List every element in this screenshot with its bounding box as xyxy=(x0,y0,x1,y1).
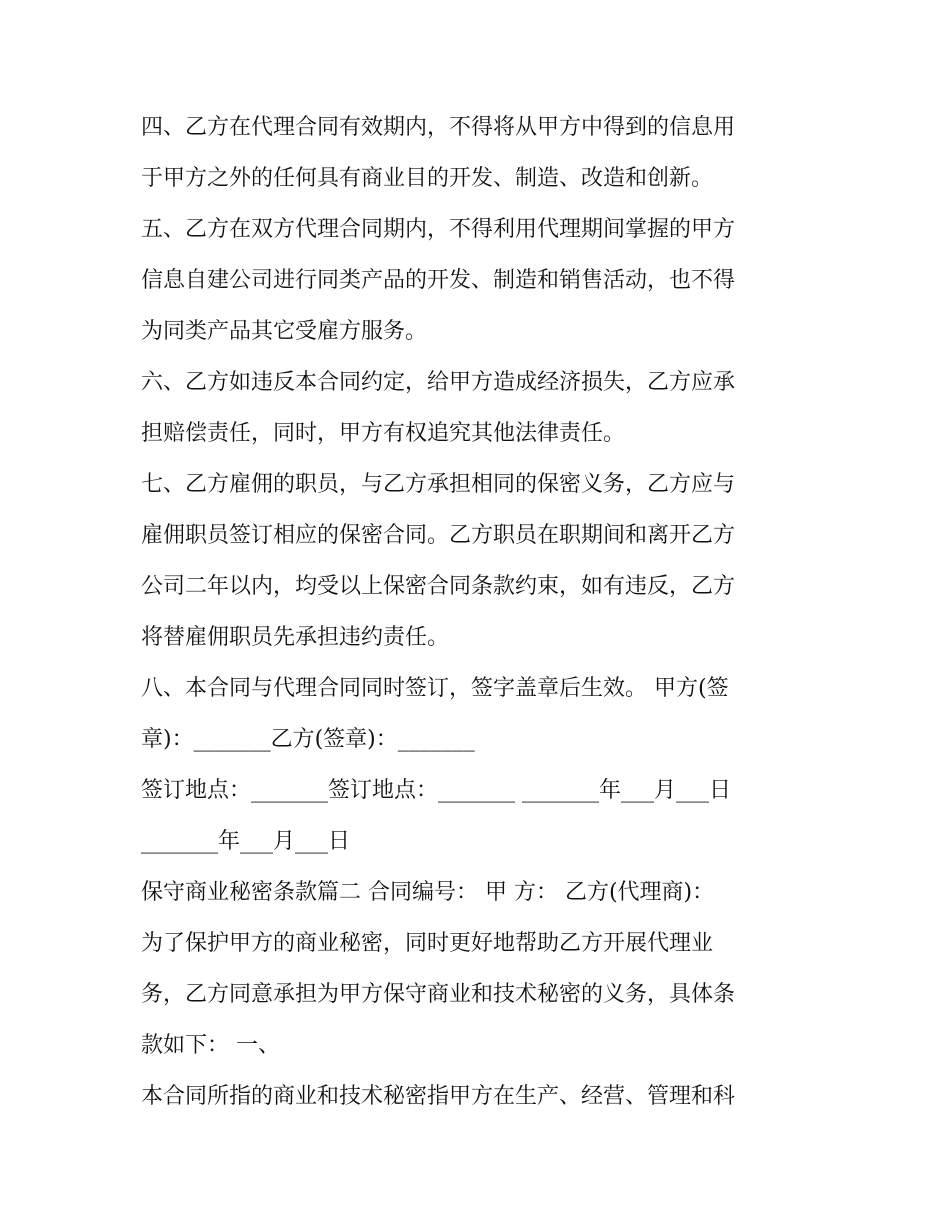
text-line: 为同类产品其它受雇方服务。 xyxy=(141,319,428,344)
text-line: 担赔偿责任，同时，甲方有权追究其他法律责任。 xyxy=(141,421,626,446)
text-line: 六、乙方如违反本合同约定，给甲方造成经济损失，乙方应承 xyxy=(141,370,736,395)
section-heading-line: 保守商业秘密条款篇二 合同编号： 甲 方： 乙方(代理商)： xyxy=(141,880,715,905)
signature-line: 章)：_______乙方(签章)：_______ xyxy=(141,727,475,752)
text-line: 五、乙方在双方代理合同期内，不得利用代理期间掌握的甲方 xyxy=(141,217,736,242)
text-line: 雇佣职员签订相应的保密合同。乙方职员在职期间和离开乙方 xyxy=(141,523,736,548)
text-line: 款如下： 一、 xyxy=(141,1033,280,1058)
text-line: 将替雇佣职员先承担违约责任。 xyxy=(141,625,450,650)
text-line: 七、乙方雇佣的职员，与乙方承担相同的保密义务，乙方应与 xyxy=(141,472,736,497)
text-line: 本合同所指的商业和技术秘密指甲方在生产、经营、管理和科 xyxy=(141,1084,736,1109)
text-line: 于甲方之外的任何具有商业目的开发、制造、改造和创新。 xyxy=(141,166,714,191)
text-line: 为了保护甲方的商业秘密，同时更好地帮助乙方开展代理业 xyxy=(141,931,714,956)
signing-place-line: 签订地点：_______签订地点：_______ _______年___月___日 xyxy=(141,778,731,803)
date-line: _______年___月___日 xyxy=(141,829,351,854)
document-body xyxy=(141,102,821,1122)
text-line: 八、本合同与代理合同同时签订，签字盖章后生效。 甲方(签 xyxy=(141,676,729,701)
text-line: 信息自建公司进行同类产品的开发、制造和销售活动，也不得 xyxy=(141,268,736,293)
text-line: 公司二年以内，均受以上保密合同条款约束，如有违反，乙方 xyxy=(141,574,736,599)
text-line: 务，乙方同意承担为甲方保守商业和技术秘密的义务，具体条 xyxy=(141,982,736,1007)
text-line: 四、乙方在代理合同有效期内，不得将从甲方中得到的信息用 xyxy=(141,115,736,140)
